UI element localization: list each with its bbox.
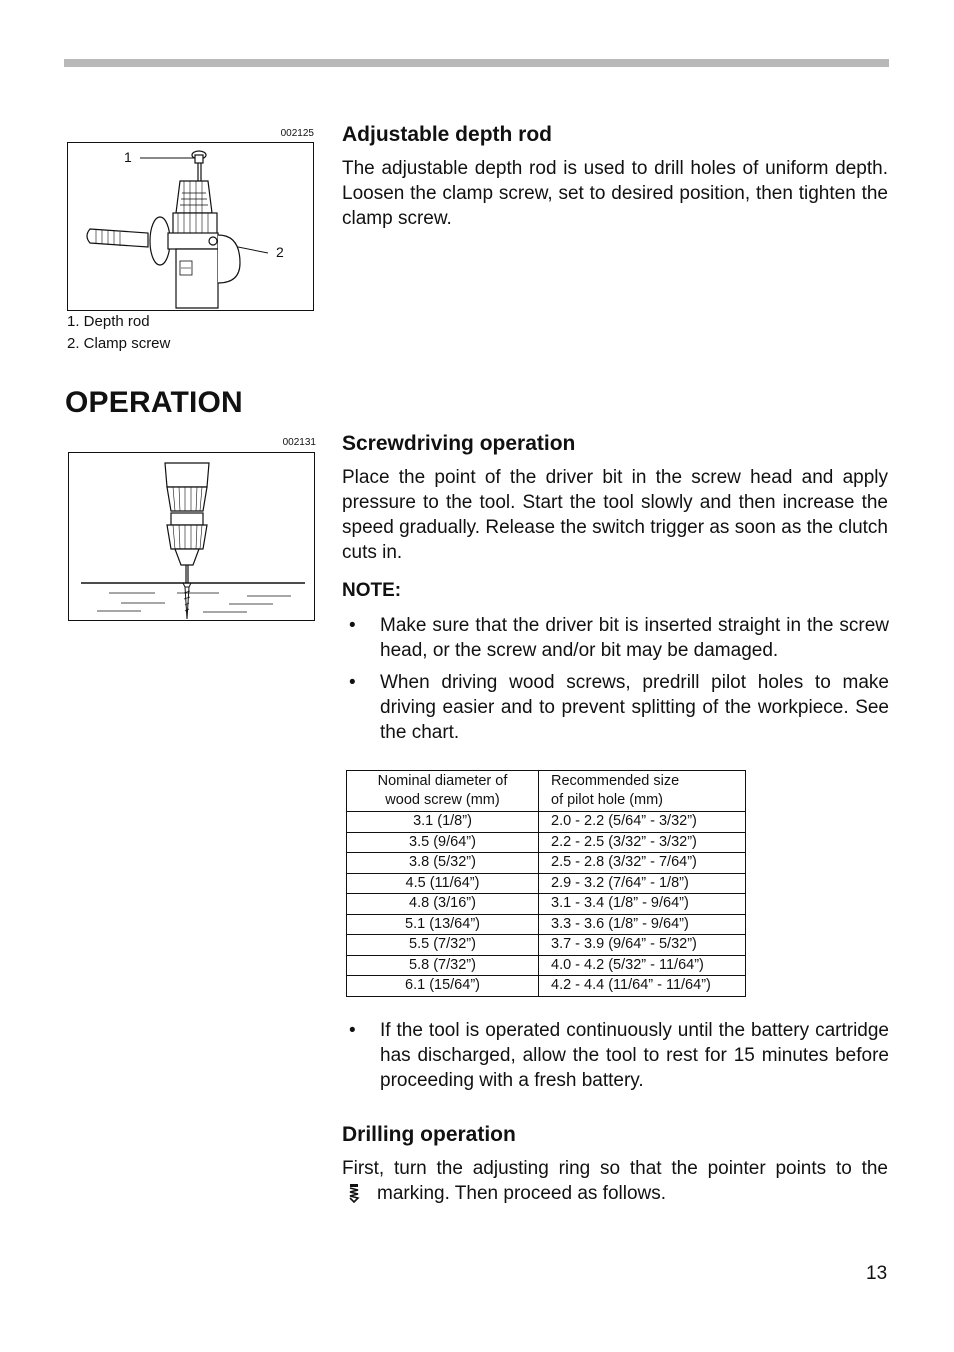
table-header-row xyxy=(347,771,746,812)
table-row xyxy=(347,935,746,956)
screw-diameter-cell: 3.8 (5/32”) xyxy=(347,853,539,874)
screwdriving-illustration xyxy=(69,453,313,619)
screw-diameter-cell: 4.5 (11/64”) xyxy=(347,873,539,894)
header-line: wood screw (mm) xyxy=(385,792,500,808)
operation-heading: OPERATION xyxy=(65,386,243,419)
drill-depth-rod-illustration xyxy=(68,143,312,309)
figure1-id: 002125 xyxy=(280,128,314,139)
depth-rod-text: The adjustable depth rod is used to drill holes of uniform depth. Loosen the clamp screw, set to desired position, then tighten the clamp screw. xyxy=(342,158,888,229)
screw-diameter-cell: 4.8 (3/16”) xyxy=(347,894,539,915)
callout-2: 2 xyxy=(276,244,284,260)
figure-depth-rod xyxy=(67,142,314,311)
table-row xyxy=(347,873,746,894)
callout-1: 1 xyxy=(124,149,132,165)
drilling-text-line2: marking. Then proceed as follows. xyxy=(377,1183,667,1204)
pilot-hole-cell: 3.3 - 3.6 (1/8” - 9/64”) xyxy=(539,914,746,935)
drilling-text-line1: First, turn the adjusting ring so that the pointer points to the xyxy=(342,1158,888,1179)
bullet-item xyxy=(349,613,889,663)
table-row xyxy=(347,955,746,976)
heading-screwdriving-operation: Screwdriving operation xyxy=(342,432,576,455)
screw-diameter-cell: 5.1 (13/64”) xyxy=(347,914,539,935)
header-recommended-size xyxy=(539,771,746,812)
header-line: Recommended size xyxy=(551,773,680,789)
screw-diameter-cell: 3.5 (9/64”) xyxy=(347,832,539,853)
bullet-item xyxy=(349,1018,889,1093)
pilot-hole-cell: 2.9 - 3.2 (7/64” - 1/8”) xyxy=(539,873,746,894)
pilot-hole-cell: 2.5 - 2.8 (3/32” - 7/64”) xyxy=(539,853,746,874)
pilot-hole-cell: 3.1 - 3.4 (1/8” - 9/64”) xyxy=(539,894,746,915)
heading-drilling-operation: Drilling operation xyxy=(342,1123,516,1146)
pilot-hole-cell: 4.0 - 4.2 (5/32” - 11/64”) xyxy=(539,955,746,976)
table-row xyxy=(347,812,746,833)
table-row xyxy=(347,894,746,915)
figure2-id: 002131 xyxy=(282,437,316,448)
pilot-hole-cell: 2.2 - 2.5 (3/32” - 3/32”) xyxy=(539,832,746,853)
pilot-hole-cell: 4.2 - 4.4 (11/64” - 11/64”) xyxy=(539,976,746,997)
bullet-text: When driving wood screws, predrill pilot holes to make driving easier and to prevent splitting of the workpiece. See the chart. xyxy=(380,672,889,743)
screw-diameter-cell: 3.1 (1/8”) xyxy=(347,812,539,833)
header-line: of pilot hole (mm) xyxy=(551,792,664,808)
pilot-hole-chart xyxy=(346,770,746,997)
pilot-hole-cell: 2.0 - 2.2 (5/64” - 3/32”) xyxy=(539,812,746,833)
screwdriving-text: Place the point of the driver bit in the screw head and apply pressure to the tool. Start the tool slowly and then increase the speed gradually. Release the switch trigger as soon as the clutch cuts in. xyxy=(342,467,888,563)
bullet-symbol: • xyxy=(349,1020,356,1041)
screw-diameter-cell: 5.5 (7/32”) xyxy=(347,935,539,956)
bullet-text: If the tool is operated continuously until the battery cartridge has discharged, allow the tool to rest for 15 minutes before proceeding with a fresh battery. xyxy=(380,1020,889,1091)
header-rule xyxy=(64,59,889,67)
screw-diameter-cell: 6.1 (15/64”) xyxy=(347,976,539,997)
caption-depth-rod: 1. Depth rod xyxy=(67,313,150,330)
drill-bit-marking-icon xyxy=(347,1183,361,1203)
bullet-text: Make sure that the driver bit is inserted straight in the screw head, or the screw and/or bit may be damaged. xyxy=(380,615,889,661)
figure-screwdriving xyxy=(68,452,315,621)
table-row xyxy=(347,976,746,997)
page-number: 13 xyxy=(866,1263,888,1284)
header-line: Nominal diameter of xyxy=(377,773,508,789)
heading-adjustable-depth-rod: Adjustable depth rod xyxy=(342,123,552,146)
bullet-symbol: • xyxy=(349,615,356,636)
pilot-hole-cell: 3.7 - 3.9 (9/64” - 5/32”) xyxy=(539,935,746,956)
caption-clamp-screw: 2. Clamp screw xyxy=(67,335,171,352)
table-row xyxy=(347,832,746,853)
bullet-symbol: • xyxy=(349,672,356,693)
header-nominal-diameter xyxy=(347,771,539,812)
table-row xyxy=(347,853,746,874)
note-label: NOTE: xyxy=(342,580,402,601)
bullet-item xyxy=(349,670,889,745)
screw-diameter-cell: 5.8 (7/32”) xyxy=(347,955,539,976)
table-row xyxy=(347,914,746,935)
